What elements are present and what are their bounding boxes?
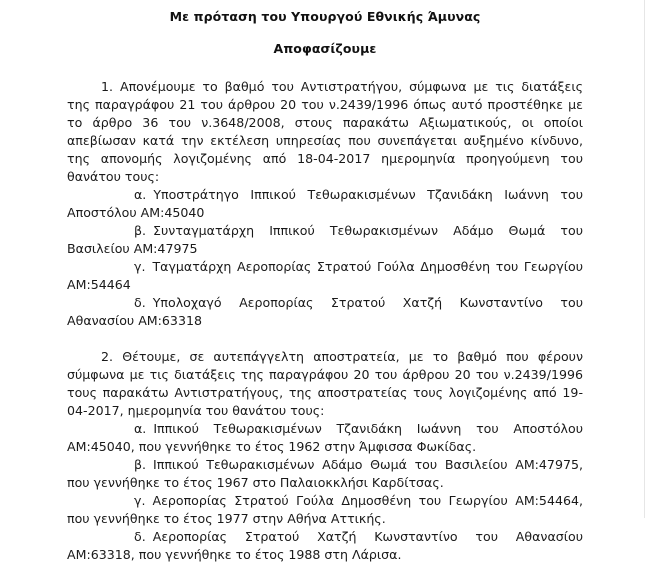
item-letter: β.	[134, 457, 147, 472]
list-item	[67, 258, 583, 294]
paragraph-1	[67, 78, 583, 186]
paragraph-2-text: Θέτουμε, σε αυτεπάγγελτη αποστρατεία, με το βαθμό που φέρουν σύμφωνα με τις διατάξεις της παραγράφου 20 του άρθρου 20 του ν.2439/1996 τους παρακάτω Αντιστρατήγους, της αποστρατείας τους λογιζομένης από 19-04-2017, ημερομηνία του θανάτου τους:	[67, 349, 583, 418]
document-body	[67, 0, 583, 564]
item-text: Υποστράτηγο Ιππικού Τεθωρακισμένων Τζανιδάκη Ιωάννη του Αποστόλου ΑΜ:45040	[67, 187, 583, 220]
list-item	[67, 492, 583, 528]
list-item	[67, 456, 583, 492]
paragraph-2-number: 2.	[101, 349, 114, 364]
item-letter: γ.	[134, 493, 146, 508]
item-letter: γ.	[134, 259, 146, 274]
paragraph-2	[67, 348, 583, 420]
item-text: Ταγματάρχη Αεροπορίας Στρατού Γούλα Δημοσθένη του Γεωργίου ΑΜ:54464	[67, 259, 583, 292]
paragraph-1-number: 1.	[101, 79, 114, 94]
item-letter: α.	[134, 187, 147, 202]
list-item	[67, 186, 583, 222]
list-item	[67, 420, 583, 456]
item-text: Συνταγματάρχη Ιππικού Τεθωρακισμένων Αδάμο Θωμά του Βασιλείου ΑΜ:47975	[67, 223, 583, 256]
list-item	[67, 294, 583, 330]
item-text: Υπολοχαγό Αεροπορίας Στρατού Χατζή Κωνσταντίνο του Αθανασίου ΑΜ:63318	[67, 295, 583, 328]
page-edge-line	[644, 0, 645, 518]
item-letter: β.	[134, 223, 147, 238]
list-item	[67, 528, 583, 564]
paragraph-1-text: Απονέμουμε το βαθμό του Αντιστρατήγου, σύμφωνα με τις διατάξεις της παραγράφου 21 του άρθρου 20 του ν.2439/1996 όπως αυτό προστέθηκε με το άρθρο 36 του ν.3648/2008, στους παρακάτω Αξιωματικούς, οι οποίοι απεβίωσαν κατά την εκτέλεση υπηρεσίας που συνεπάγεται αυξημένο κίνδυνο, της απονομής λογιζομένης από 18-04-2017 ημερομηνία προηγούμενη του θανάτου τους:	[67, 79, 583, 184]
document-title: Με πρόταση του Υπουργού Εθνικής Άμυνας	[169, 9, 481, 24]
item-letter: δ.	[134, 295, 146, 310]
item-letter: δ.	[134, 529, 146, 544]
item-text: Αεροπορίας Στρατού Χατζή Κωνσταντίνο του Αθανασίου ΑΜ:63318, που γεννήθηκε το έτος 1988 στη Λάρισα.	[67, 529, 583, 562]
item-text: Ιππικού Τεθωρακισμένων Τζανιδάκη Ιωάννη του Αποστόλου ΑΜ:45040, που γεννήθηκε το έτος 1962 στην Άμφισσα Φωκίδας.	[67, 421, 583, 454]
item-text: Αεροπορίας Στρατού Γούλα Δημοσθένη του Γεωργίου ΑΜ:54464, που γεννήθηκε το έτος 1977 στην Αθήνα Αττικής.	[67, 493, 583, 526]
list-item	[67, 222, 583, 258]
item-text: Ιππικού Τεθωρακισμένων Αδάμο Θωμά του Βασιλείου ΑΜ:47975, που γεννήθηκε το έτος 1967 στο Παλαιοκκλήσι Καρδίτσας.	[67, 457, 583, 490]
item-letter: α.	[134, 421, 147, 436]
decision-heading: Αποφασίζουμε	[273, 41, 377, 56]
